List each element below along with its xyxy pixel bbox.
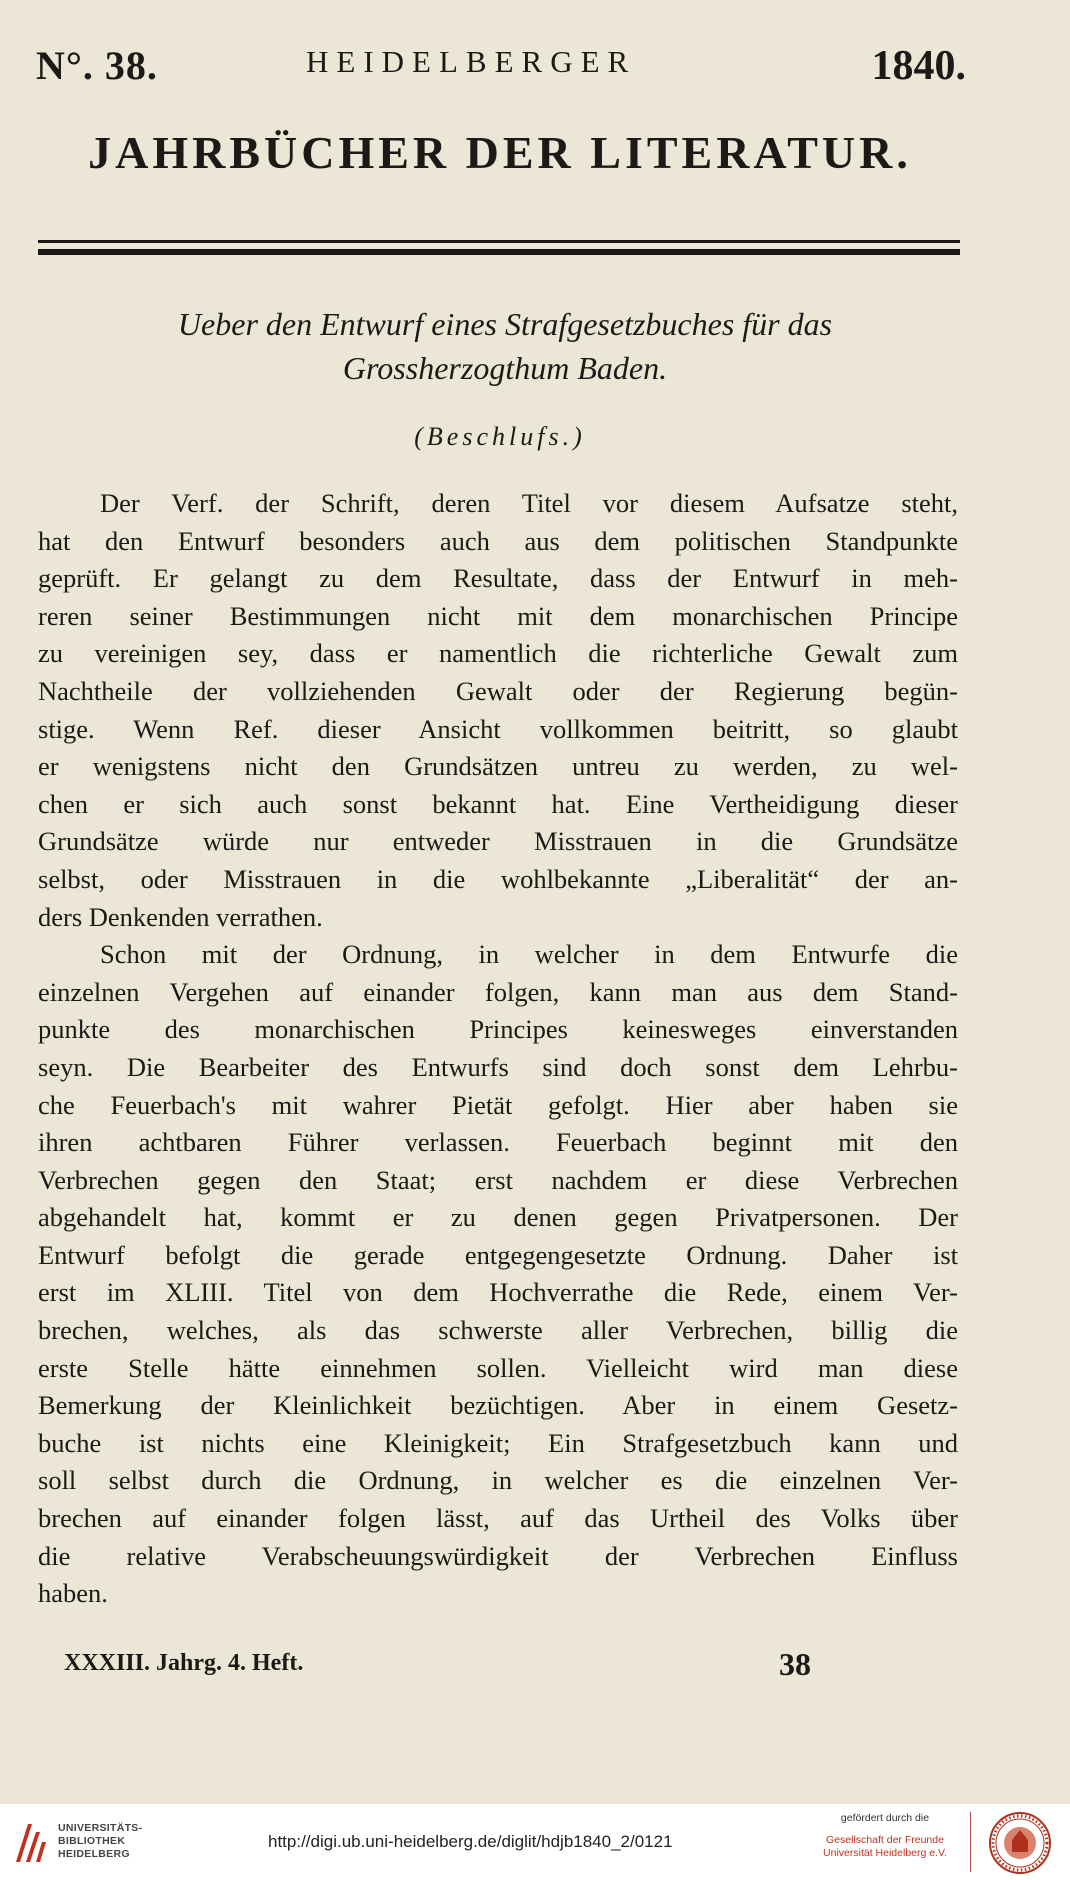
issue-number: N°. 38. [36, 43, 158, 88]
text-line: Bemerkung der Kleinlichkeit bezüchtigen. Aber in einem Gesetz- [38, 1390, 958, 1421]
article-body [38, 485, 958, 1613]
sponsor-org-line: Universität Heidelberg e.V. [823, 1847, 947, 1859]
text-line: er wenigstens nicht den Grundsätzen untreu zu werden, zu wel- [38, 751, 958, 782]
header-rule-thin [38, 240, 960, 243]
journal-name: HEIDELBERGER [306, 44, 637, 79]
article-title-line: Ueber den Entwurf eines Strafgesetzbuches für das [177, 306, 833, 342]
text-line: ihren achtbaren Führer verlassen. Feuerbach beginnt mit den [38, 1127, 958, 1158]
text-line: erste Stelle hätte einnehmen sollen. Vielleicht wird man diese [38, 1352, 958, 1383]
footer-divider [970, 1812, 971, 1872]
article-subtitle: (Beschlufs.) [414, 422, 586, 451]
text-line: reren seiner Bestimmungen nicht mit dem monarchischen Principe [38, 600, 958, 631]
article-title-line: Grossherzogthum Baden. [342, 350, 668, 386]
text-line: stige. Wenn Ref. dieser Ansicht vollkommen beitritt, so glaubt [38, 713, 958, 744]
library-name-line: HEIDELBERG [58, 1848, 130, 1860]
text-line: brechen auf einander folgen lässt, auf das Urtheil des Volks über [38, 1503, 958, 1534]
text-line: die relative Verabscheuungswürdigkeit der Verbrechen Einfluss [38, 1540, 958, 1571]
issue-year: 1840. [871, 43, 966, 89]
text-line: erst im XLIII. Titel von dem Hochverrathe die Rede, einem Ver- [38, 1277, 958, 1308]
text-line: zu vereinigen sey, dass er namentlich die richterliche Gewalt zum [38, 638, 958, 669]
text-line: brechen, welches, als das schwerste aller Verbrechen, billig die [38, 1315, 958, 1346]
journal-title: JAHRBÜCHER DER LITERATUR. [88, 127, 912, 178]
text-line: punkte des monarchischen Principes keinesweges einverstanden [38, 1014, 958, 1045]
text-line: soll selbst durch die Ordnung, in welcher es die einzelnen Ver- [38, 1465, 958, 1496]
article-title [70, 302, 940, 390]
viewer-footer-bar [0, 1804, 1070, 1880]
text-line: haben. [38, 1578, 108, 1609]
text-line: buche ist nichts eine Kleinigkeit; Ein Strafgesetzbuch kann und [38, 1427, 958, 1458]
header-rule-thick [38, 249, 960, 255]
library-name-line: UNIVERSITÄTS- [58, 1822, 143, 1834]
text-line: ders Denkenden verrathen. [38, 901, 323, 932]
running-header [36, 42, 966, 92]
text-line: chen er sich auch sonst bekannt hat. Eine Vertheidigung dieser [38, 788, 958, 819]
text-line: che Feuerbach's mit wahrer Pietät gefolgt. Hier aber haben sie [38, 1089, 958, 1120]
text-line: selbst, oder Misstrauen in die wohlbekannte „Liberalität“ der an- [38, 863, 958, 894]
sponsor-credit[interactable] [810, 1812, 960, 1861]
sheet-number: 38 [779, 1646, 811, 1682]
text-line: Verbrechen gegen den Staat; erst nachdem er diese Verbrechen [38, 1164, 958, 1195]
text-line: Nachtheile der vollziehenden Gewalt oder der Regierung begün- [38, 675, 958, 706]
text-line: Grundsätze würde nur entweder Misstrauen in die Grundsätze [38, 826, 958, 857]
sponsor-by-label: gefördert durch die [840, 1812, 930, 1824]
sponsor-org-line: Gesellschaft der Freunde [826, 1833, 944, 1846]
text-line: einzelnen Vergehen auf einander folgen, kann man aus dem Stand- [38, 976, 958, 1007]
text-line: geprüft. Er gelangt zu dem Resultate, dass der Entwurf in meh- [38, 563, 958, 594]
text-line: hat den Entwurf besonders auch aus dem politischen Standpunkte [38, 525, 958, 556]
ub-logo-icon[interactable] [10, 1818, 50, 1868]
permalink-url[interactable]: http://digi.ub.uni-heidelberg.de/diglit/hdjb1840_2/0121 [268, 1832, 673, 1851]
text-line: abgehandelt hat, kommt er zu denen gegen Privatpersonen. Der [38, 1202, 958, 1233]
text-line: Schon mit der Ordnung, in welcher in dem Entwurfe die [100, 939, 958, 970]
page-footer [64, 1646, 824, 1690]
text-line: Entwurf befolgt die gerade entgegengesetzte Ordnung. Daher ist [38, 1239, 958, 1270]
library-name-line: BIBLIOTHEK [58, 1835, 126, 1847]
volume-signature: XXXIII. Jahrg. 4. Heft. [64, 1650, 304, 1676]
university-seal-icon[interactable] [986, 1810, 1054, 1876]
text-line: seyn. Die Bearbeiter des Entwurfs sind doch sonst dem Lehrbu- [38, 1051, 958, 1082]
text-line: Der Verf. der Schrift, deren Titel vor diesem Aufsatze steht, [100, 488, 958, 518]
library-name[interactable] [58, 1822, 142, 1861]
